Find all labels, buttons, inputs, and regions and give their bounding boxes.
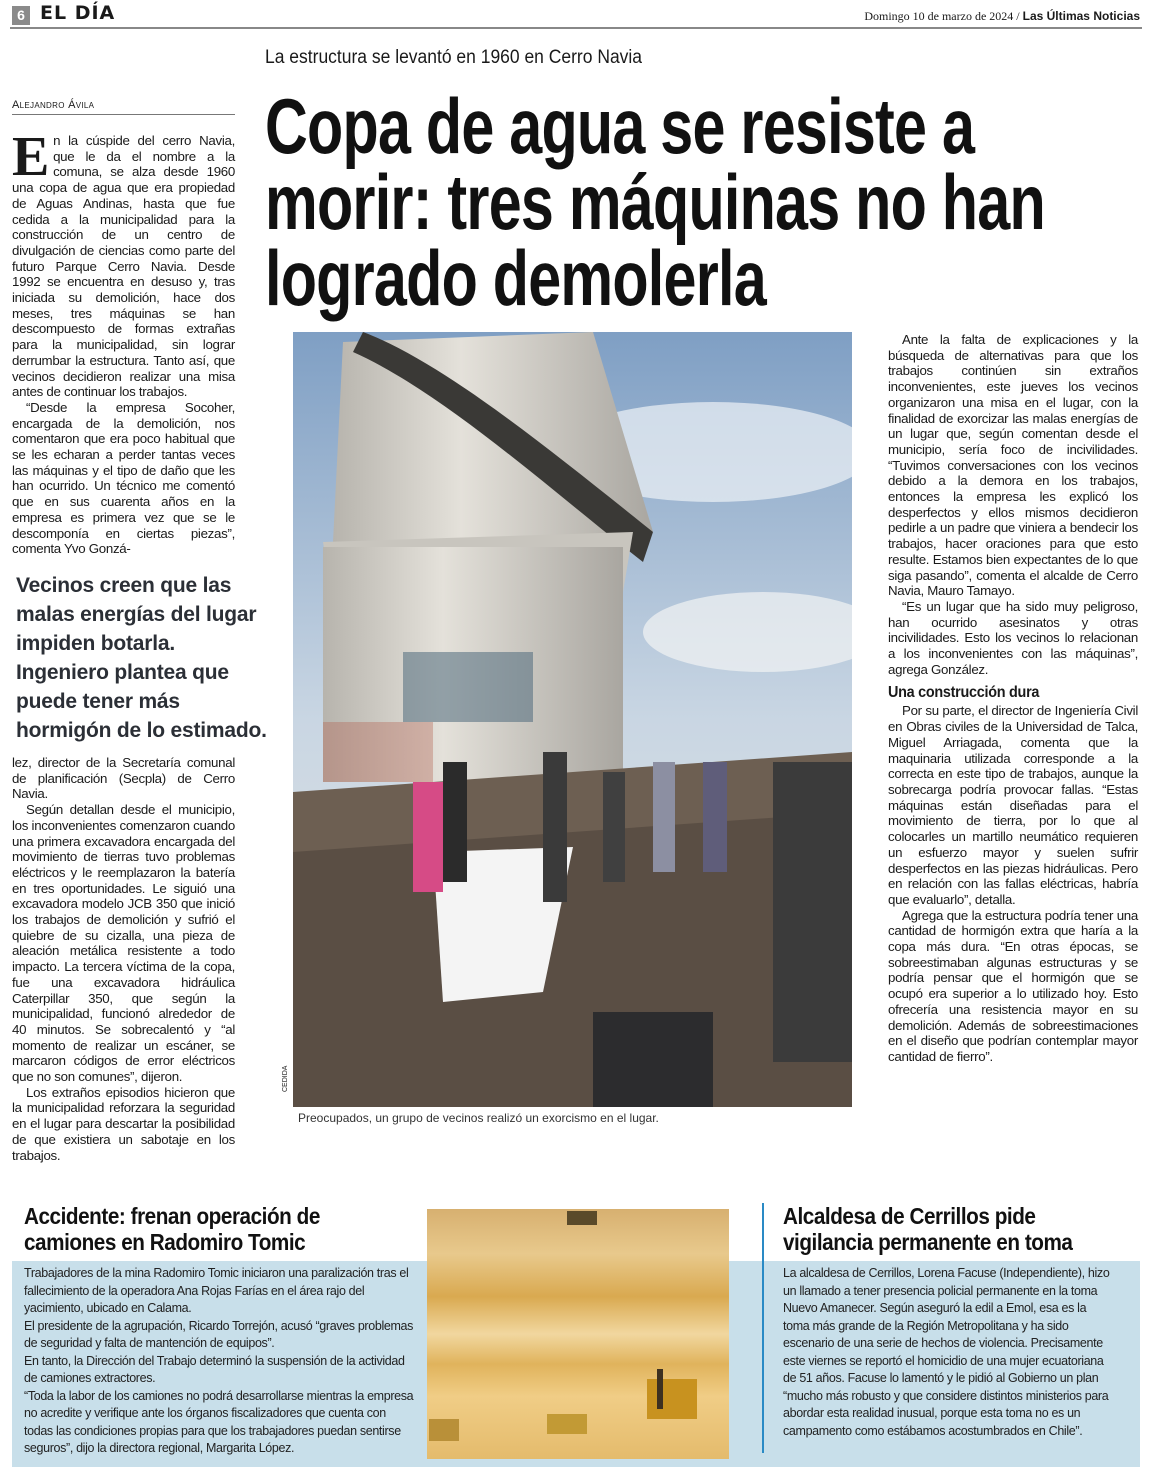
pull-quote: Vecinos creen que las malas energías del lugar impiden botarla. Ingeniero plantea que puede tener más hormigón de lo estimado.: [16, 573, 267, 742]
headline-wrapper: [265, 82, 1140, 322]
drop-cap: E: [12, 126, 50, 188]
paragraph: Según detallan desde el municipio, los inconvenientes comenzaron cuando una primera excavadora encargada del movimiento de tierras tuvo problemas eléctricos y le reemplazaron la batería en tres oportunidades. Le siguió una excavadora modelo JCB 350 que inició los trabajos de demolición y sufrió el quiebre de su cizalla, una pieza de aleación metálica resistente a todo impacto. La tercera víctima de la copa, fue una excavadora hidráulica Caterpillar 350, que según la municipalidad, funcionó alrededor de 40 minutos. Se sobrecalentó y “al momento de realizar un escáner, se marcaron códigos de error eléctricos que no son comunes”, dijeron.: [12, 802, 235, 1085]
paragraph: Agrega que la estructura podría tener una cantidad de hormigón extra que haría a la copa más dura. “En otras épocas, se sobreestimaban algunas estructuras y se podría pensar que el hormigón que se ocupó era superior a lo utilizado hoy. Esto ofrecería una resistencia mayor en su demolición. Además de sobreestimaciones en el diseño que podrían contemplar mayor cantidad de fierro”.: [888, 907, 1138, 1064]
paragraph: “Es un lugar que ha sido muy peligroso, han ocurrido asesinatos y otras incivilidades. Esto los vecinos lo relacionan a los inconvenientes con las máquinas”, agrega González.: [888, 598, 1138, 677]
paragraph: “Desde la empresa Socoher, encargada de la demolición, nos comentaron que era poco habitual que se les echaran a perder tantas veces las máquinas y el tipo de daño que les han ocurrido. Un técnico me comentó que en sus cuarenta años en la empresa es primera vez que se le descomponía en ciertas piezas”, comenta Yvo Gonzá-: [12, 399, 235, 557]
brief-cerrillos: [783, 1203, 1128, 1440]
article-column-1-top: [12, 126, 235, 557]
paragraph: Por su parte, el director de Ingeniería Civil en Obras civiles de la Universidad de Talca, Miguel Arriagada, comenta que la maquinaria utilizada corresponde a la correcta en este tipo de trabajos, aunque la sobrecarga podría provocar fallas. “Estas máquinas están diseñadas para el movimiento de tierra, por lo que al colocarles un martillo neumático requieren un esfuerzo mayor y suelen sufrir desperfectos en las piezas hidráulicas. Pero en relación con las fallas eléctricas, habría que evaluarlo”, detalla.: [888, 703, 1138, 907]
mine-photo-column: [427, 1203, 729, 1459]
divider-column: [762, 1203, 764, 1459]
main-photo: [293, 332, 852, 1107]
paragraph: lez, director de la Secretaría comunal de planificación (Secpla) de Cerro Navia.: [12, 754, 235, 802]
mine-photo: [427, 1209, 729, 1459]
publication-name: Las Últimas Noticias: [1022, 9, 1140, 23]
photo-caption: Preocupados, un grupo de vecinos realizó un exorcismo en el lugar.: [298, 1111, 659, 1125]
headline: Copa de agua se resiste a morir: tres máquinas no han logrado demolerla: [265, 82, 1045, 322]
brief-mine: [12, 1203, 417, 1458]
kicker: La estructura se levantó en 1960 en Cerro Navia: [265, 47, 643, 68]
subheading: Una construcción dura: [888, 684, 1040, 702]
byline: Alejandro Ávila: [12, 98, 235, 115]
brief-headline-cerrillos: Alcaldesa de Cerrillos pide vigilancia permanente en toma: [783, 1203, 1073, 1256]
photo-credit: CEDIDA: [282, 1065, 289, 1092]
paragraph: “Toda la labor de los camiones no podrá desarrollarse mientras la empresa no acredite y verifique ante los órganos fiscalizadores que cuenta con todas las condiciones propias para que los trabajadores puedan sentirse seguros”, dijo la directora regional, Margarita López.: [24, 1388, 414, 1456]
article-right-block: [265, 40, 1140, 1126]
briefs-section: [12, 1203, 1140, 1467]
paragraph: Trabajadores de la mina Radomiro Tomic iniciaron una paralización tras el fallecimiento de la operadora Ana Rojas Farías en el área rajo del yacimiento, ubicado en Calama.: [24, 1266, 409, 1316]
paragraph: En tanto, la Dirección del Trabajo determinó la suspensión de la actividad de camiones extractores.: [24, 1353, 405, 1386]
brief-text-mine: [24, 1265, 417, 1458]
column-divider: [762, 1203, 764, 1453]
brief-text-cerrillos: La alcaldesa de Cerrillos, Lorena Facuse (Independiente), hizo un llamado a tener presencia policial permanente en la toma Nuevo Amanecer. Según aseguró la edil a Emol, esa es la toma más grande de la Región Metropolitana y ha sido escenario de una serie de hechos de violencia. Precisamente este viernes se reportó el homicidio de una mujer ecuatoriana de 51 años. Facuse lo lamentó y le pidió al Gobierno un plan “mucho más robusto y que considere distintos ministerios para abordar esta realidad inusual, porque esta toma no es un campamento como estábamos acostumbrados en Chile”.: [783, 1266, 1110, 1438]
date: Domingo 10 de marzo de 2024 /: [864, 9, 1020, 23]
brief-headline-mine: Accidente: frenan operación de camiones en Radomiro Tomic: [24, 1203, 320, 1256]
photo-column: [282, 332, 852, 1126]
paragraph: El presidente de la agrupación, Ricardo Torrejón, acusó “graves problemas de seguridad y falta de mantención de equipos”.: [24, 1318, 414, 1351]
paragraph: Ante la falta de explicaciones y la búsqueda de alternativas para que los trabajos continúen sin extraños inconvenientes, este jueves los vecinos organizaron una misa en el lugar, con la finalidad de exorcizar las malas energías de un lugar que, según comentan desde el municipio, sería foco de incivilidades. “Tuvimos conversaciones con los vecinos debido a la demora en los trabajos, entonces la empresa les explicó los desperfectos y ellos mismos decidieron pedirle a un padre que viniera a bendecir los trabajos, hacer oraciones para que esto resulte. Estamos bien expectantes de lo que siga pasando”, comenta el alcalde de Cerro Navia, Mauro Tamayo.: [888, 332, 1138, 599]
photo-row: [265, 332, 1140, 1126]
paragraph: n la cúspide del cerro Navia, que le da el nombre a la comuna, se alza desde 1960 una copa de agua que era propiedad de Aguas Andinas, hasta que fue cedida a la municipalidad para la construcción de un centro de divulgación de ciencias como parte del futuro Parque Cerro Navia. Desde 1992 se encuentra en desuso y, tras iniciada su demolición, hace dos meses, tres máquinas se han descompuesto de formas extrañas para la municipalidad, sin lograr derrumbar la estructura. Tanto así, que vecinos decidieron realizar una misa antes de continuar los trabajos.: [12, 133, 235, 400]
page-number: 6: [12, 6, 30, 25]
paragraph: Los extraños episodios hicieron que la municipalidad reforzara la seguridad en el lugar para descartar la posibilidad de que existiera un sabotaje en los trabajos.: [12, 1084, 235, 1163]
article-left-column: [12, 40, 265, 1163]
section-name: EL DÍA: [40, 2, 116, 24]
article-column-3: [888, 332, 1138, 1065]
article-column-1-bottom: [12, 755, 235, 1163]
